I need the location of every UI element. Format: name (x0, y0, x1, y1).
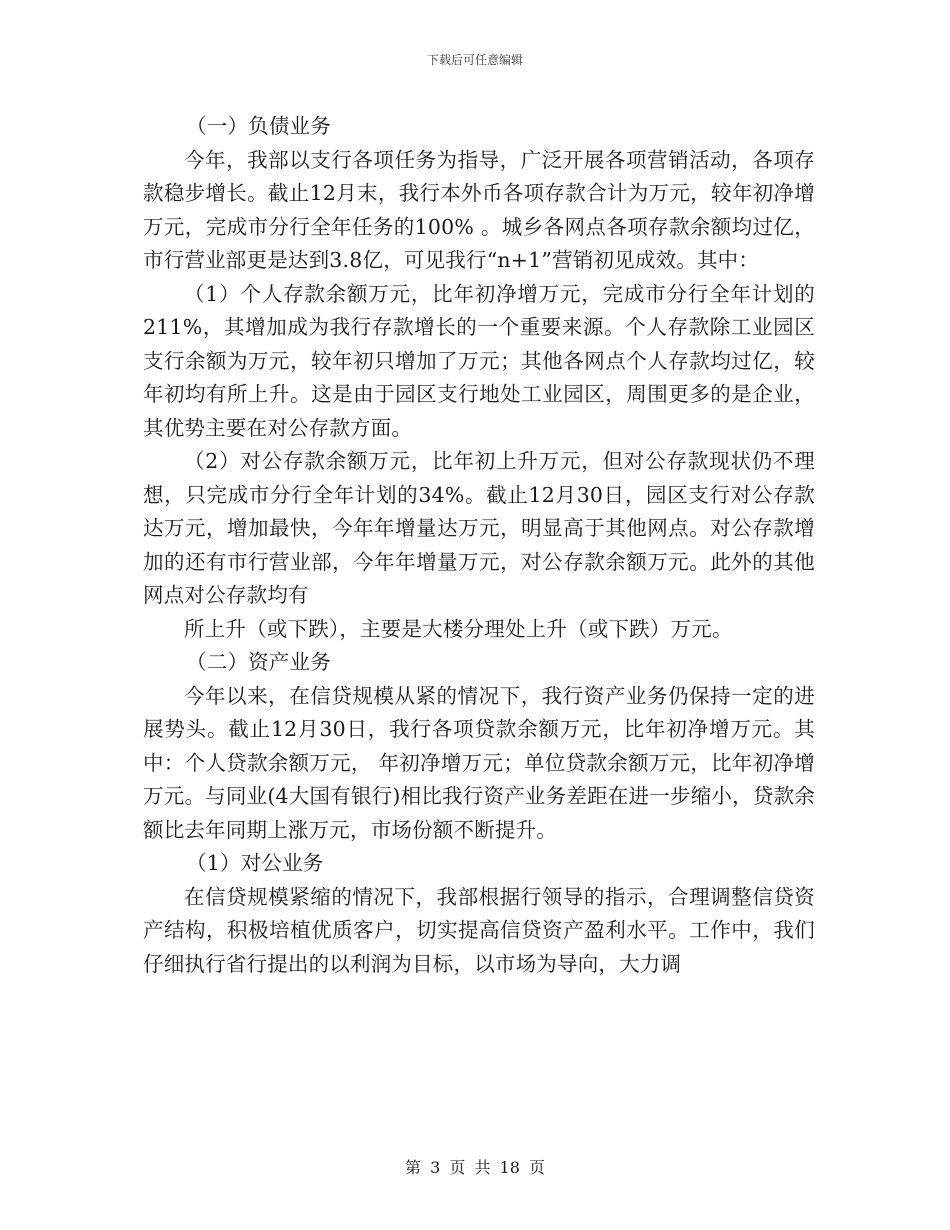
paragraph-corporate-business: 在信贷规模紧缩的情况下，我部根据行领导的指示，合理调整信贷资产结构，积极培植优质客户，切实提高信贷资产盈利水平。工作中，我们仔细执行省行提出的以利润为目标，以市场为导向，大力调 (143, 884, 815, 976)
subsection-heading-corporate-business: （1）对公业务 (186, 851, 324, 875)
page-header: 下载后可任意编辑 (426, 53, 523, 67)
document-body (143, 110, 815, 981)
paragraph-loan-overview: 今年以来，在信贷规模从紧的情况下，我行资产业务仍保持一定的进展势头。截止12月30日，我行各项贷款余额万元，比年初净增万元。其中：个人贷款余额万元， 年初净增万元；单位贷款余额万元，比年初净增万元。与同业(4大国有银行)相比我行资产业务差距在进一步缩小，贷款余额比去年同期上涨万元，市场份额不断提升。 (143, 683, 815, 842)
paragraph-corporate-deposits-continued: 所上升（或下跌），主要是大楼分理处上升（或下跌）万元。 (184, 616, 733, 641)
page-number: 第 3 页 共 18 页 (405, 1158, 545, 1177)
paragraph-deposit-overview: 今年，我部以支行各项任务为指导，广泛开展各项营销活动，各项存款稳步增长。截止12月末，我行本外币各项存款合计为万元，较年初净增万元，完成市分行全年任务的100% 。城乡各网点各项存款余额均过亿，市行营业部更是达到3.8亿，可见我行“n+1”营销初见成效。其中： (143, 147, 815, 272)
paragraph-personal-deposits: （1）个人存款余额万元，比年初净增万元，完成市分行全年计划的211%，其增加成为我行存款增长的一个重要来源。个人存款除工业园区支行余额为万元，较年初只增加了万元；其他各网点个人存款均过亿，较年初均有所上升。这是由于园区支行地处工业园区，周围更多的是企业，其优势主要在对公存款方面。 (143, 281, 815, 440)
paragraph-corporate-deposits: （2）对公存款余额万元，比年初上升万元，但对公存款现状仍不理想，只完成市分行全年计划的34%。截止12月30日，园区支行对公存款达万元，增加最快，今年年增量达万元，明显高于其他网点。对公存款增加的还有市行营业部，今年年增量万元，对公存款余额万元。此外的其他网点对公存款均有 (143, 449, 815, 607)
section-heading-liabilities: （一）负债业务 (186, 114, 331, 138)
section-heading-assets: （二）资产业务 (186, 650, 331, 674)
